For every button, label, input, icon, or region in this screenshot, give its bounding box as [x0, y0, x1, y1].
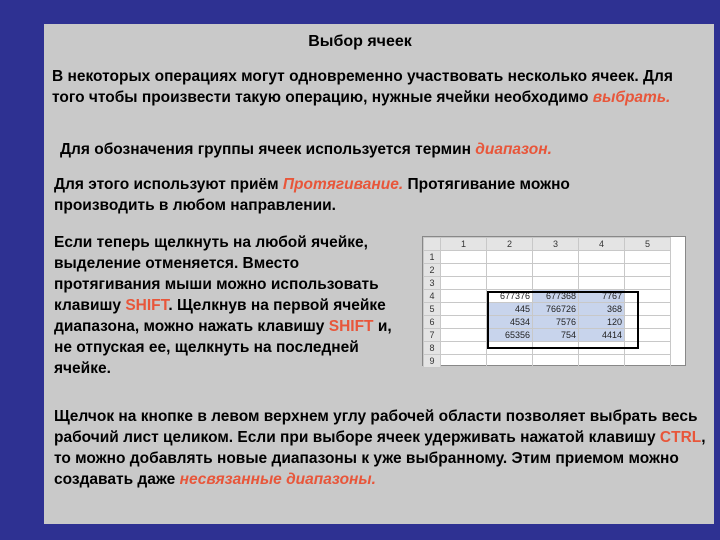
row-header[interactable]: 7 — [424, 329, 441, 342]
row-header[interactable]: 6 — [424, 316, 441, 329]
row-header[interactable]: 2 — [424, 264, 441, 277]
table-row — [424, 329, 671, 342]
spreadsheet-table — [423, 237, 671, 368]
paragraph-5-text-2: , то можно добавлять новые диапазоны к уже выбранному. Этим приемом можно создавать даже — [54, 429, 706, 488]
key-shift-1: SHIFT — [125, 297, 169, 314]
cell[interactable] — [487, 251, 533, 264]
cell[interactable] — [533, 342, 579, 355]
cell[interactable] — [625, 277, 671, 290]
cell[interactable] — [441, 277, 487, 290]
slide-title: Выбор ячеек — [308, 33, 412, 50]
table-row — [424, 264, 671, 277]
cell[interactable] — [533, 251, 579, 264]
cell[interactable] — [487, 264, 533, 277]
term-nesvyazannye: несвязанные диапазоны. — [179, 471, 376, 488]
paragraph-4-text-3: и, не отпуская ее, щелкнуть на последней ячейке. — [54, 318, 392, 377]
select-all-corner[interactable] — [424, 238, 441, 251]
cell-selected[interactable]: 4534 — [487, 316, 533, 329]
cell-selected[interactable]: 7576 — [533, 316, 579, 329]
cell[interactable] — [487, 355, 533, 368]
table-row — [424, 290, 671, 303]
cell[interactable] — [441, 329, 487, 342]
column-header[interactable]: 4 — [579, 238, 625, 251]
cell[interactable] — [625, 264, 671, 277]
table-row — [424, 355, 671, 368]
paragraph-3-text-after: Протягивание можно производить в любом направлении. — [54, 176, 570, 214]
cell[interactable] — [441, 264, 487, 277]
row-header[interactable]: 1 — [424, 251, 441, 264]
cell[interactable] — [533, 264, 579, 277]
paragraph-5-text-1: Щелчок на кнопке в левом верхнем углу рабочей области позволяет выбрать весь рабочий лист целиком. Если при выборе ячеек удерживать нажатой клавишу — [54, 408, 698, 446]
paragraph-4-text-2: . Щелкнув на первой ячейке диапазона, можно нажать клавишу — [54, 297, 386, 335]
table-row — [424, 303, 671, 316]
cell[interactable] — [625, 329, 671, 342]
cell[interactable] — [579, 355, 625, 368]
column-header[interactable]: 1 — [441, 238, 487, 251]
paragraph-5 — [54, 406, 714, 490]
cell[interactable] — [533, 355, 579, 368]
key-ctrl: CTRL — [659, 429, 702, 446]
cell[interactable] — [487, 277, 533, 290]
cell[interactable] — [625, 303, 671, 316]
cell-selected[interactable]: 754 — [533, 329, 579, 342]
row-header[interactable]: 4 — [424, 290, 441, 303]
cell-selected[interactable]: 766726 — [533, 303, 579, 316]
paragraph-4-text-1: Если теперь щелкнуть на любой ячейке, выделение отменяется. Вместо протягивания мыши можно использовать клавишу — [54, 234, 379, 314]
header-row — [424, 238, 671, 251]
cell[interactable] — [625, 342, 671, 355]
table-row — [424, 277, 671, 290]
cell-selected[interactable]: 65356 — [487, 329, 533, 342]
cell[interactable] — [441, 290, 487, 303]
cell-selected[interactable]: 368 — [579, 303, 625, 316]
cell-active[interactable]: 677376 — [487, 290, 533, 303]
column-header[interactable]: 2 — [487, 238, 533, 251]
table-row — [424, 316, 671, 329]
cell[interactable] — [533, 277, 579, 290]
cell[interactable] — [625, 316, 671, 329]
cell[interactable] — [579, 277, 625, 290]
column-header[interactable]: 5 — [625, 238, 671, 251]
row-header[interactable]: 8 — [424, 342, 441, 355]
key-shift-2: SHIFT — [328, 318, 374, 335]
cell[interactable] — [625, 251, 671, 264]
cell[interactable] — [579, 251, 625, 264]
cell-selected[interactable]: 4414 — [579, 329, 625, 342]
cell[interactable] — [487, 342, 533, 355]
term-vybrat: выбрать. — [592, 89, 671, 106]
table-row — [424, 251, 671, 264]
cell[interactable] — [625, 290, 671, 303]
cell-selected[interactable]: 677368 — [533, 290, 579, 303]
cell[interactable] — [441, 316, 487, 329]
paragraph-3 — [54, 174, 674, 216]
cell[interactable] — [625, 355, 671, 368]
cell[interactable] — [441, 342, 487, 355]
paragraph-2-text: Для обозначения группы ячеек используется термин — [60, 141, 471, 158]
spreadsheet-image — [422, 236, 686, 366]
table-row — [424, 342, 671, 355]
cell[interactable] — [579, 264, 625, 277]
row-header[interactable]: 9 — [424, 355, 441, 368]
cell-selected[interactable]: 445 — [487, 303, 533, 316]
paragraph-2 — [60, 139, 680, 160]
row-header[interactable]: 3 — [424, 277, 441, 290]
row-header[interactable]: 5 — [424, 303, 441, 316]
cell[interactable] — [441, 303, 487, 316]
paragraph-1 — [52, 66, 692, 108]
cell-selected[interactable]: 120 — [579, 316, 625, 329]
cell[interactable] — [579, 342, 625, 355]
paragraph-1-text: В некоторых операциях могут одновременно участвовать несколько ячеек. Для того чтобы произвести такую операцию, нужные ячейки необходимо — [52, 68, 673, 106]
term-diapazon: диапазон. — [475, 141, 552, 158]
column-header[interactable]: 3 — [533, 238, 579, 251]
paragraph-3-text-before: Для этого используют приём — [54, 176, 279, 193]
term-protyagivanie: Протягивание. — [282, 176, 404, 193]
cell[interactable] — [441, 355, 487, 368]
paragraph-4 — [54, 232, 406, 379]
cell[interactable] — [441, 251, 487, 264]
cell-selected[interactable]: 7767 — [579, 290, 625, 303]
